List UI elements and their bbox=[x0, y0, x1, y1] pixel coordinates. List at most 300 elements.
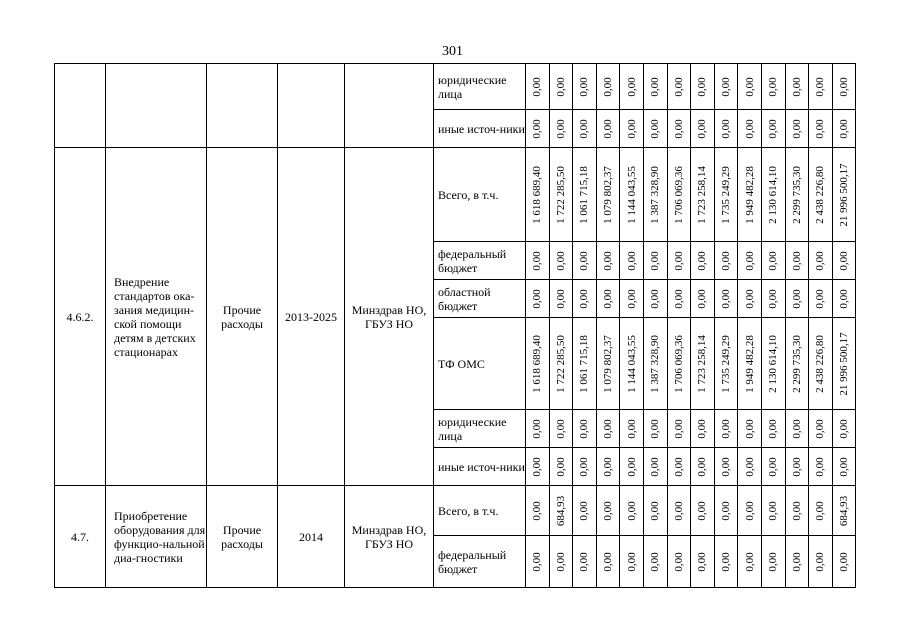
amount-cell bbox=[667, 110, 691, 148]
amount-cell bbox=[620, 410, 644, 448]
item-name: Внедрение стандартов ока-зания медицин-ской помощи детям в детских стационарах bbox=[106, 148, 207, 486]
amount-cell bbox=[691, 242, 715, 280]
amount-value: 0,00 bbox=[672, 551, 685, 572]
amount-value: 2 438 226,80 bbox=[814, 334, 827, 393]
item-number: 4.6.2. bbox=[55, 148, 106, 486]
amount-value: 0,00 bbox=[838, 76, 851, 97]
amount-cell bbox=[809, 242, 833, 280]
amount-value: 0,00 bbox=[625, 76, 638, 97]
amount-value: 0,00 bbox=[531, 551, 544, 572]
amount-value: 0,00 bbox=[790, 250, 803, 271]
amount-cell bbox=[620, 110, 644, 148]
amount-cell bbox=[691, 410, 715, 448]
amount-cell bbox=[714, 64, 738, 110]
amount-value: 0,00 bbox=[720, 418, 733, 439]
amount-value: 1 061 715,18 bbox=[578, 334, 591, 393]
amount-value: 0,00 bbox=[625, 118, 638, 139]
expense-type: Прочие расходы bbox=[207, 486, 278, 588]
amount-cell bbox=[785, 280, 809, 318]
amount-value: 1 706 069,36 bbox=[672, 334, 685, 393]
amount-value: 0,00 bbox=[531, 118, 544, 139]
amount-value: 0,00 bbox=[578, 418, 591, 439]
amount-cell bbox=[785, 448, 809, 486]
executor: Минздрав НО, ГБУЗ НО bbox=[345, 148, 434, 486]
amount-cell bbox=[761, 410, 785, 448]
amount-cell bbox=[691, 486, 715, 536]
amount-value: 0,00 bbox=[814, 418, 827, 439]
amount-cell bbox=[809, 448, 833, 486]
amount-value: 1 144 043,55 bbox=[625, 334, 638, 393]
amount-value: 0,00 bbox=[578, 288, 591, 309]
amount-cell bbox=[761, 148, 785, 242]
amount-value: 0,00 bbox=[838, 288, 851, 309]
amount-cell bbox=[832, 110, 856, 148]
amount-value: 1 618 689,40 bbox=[531, 165, 544, 224]
amount-cell bbox=[761, 318, 785, 410]
amount-value: 1 706 069,36 bbox=[672, 165, 685, 224]
amount-value: 684,93 bbox=[838, 495, 851, 526]
amount-cell bbox=[667, 410, 691, 448]
amount-value: 0,00 bbox=[838, 418, 851, 439]
amount-cell bbox=[832, 486, 856, 536]
amount-value: 0,00 bbox=[790, 418, 803, 439]
amount-value: 1 387 328,90 bbox=[649, 334, 662, 393]
amount-value: 0,00 bbox=[838, 456, 851, 477]
amount-cell bbox=[549, 242, 573, 280]
amount-cell bbox=[549, 280, 573, 318]
amount-value: 0,00 bbox=[790, 76, 803, 97]
amount-value: 0,00 bbox=[531, 500, 544, 521]
amount-value: 0,00 bbox=[814, 456, 827, 477]
amount-value: 0,00 bbox=[790, 551, 803, 572]
amount-value: 0,00 bbox=[720, 551, 733, 572]
amount-value: 2 299 735,30 bbox=[790, 334, 803, 393]
amount-cell bbox=[832, 64, 856, 110]
funding-source: юридические лица bbox=[434, 64, 526, 110]
item-name: Приобретение оборудования для функцио-нальной диа-гностики bbox=[106, 486, 207, 588]
amount-cell bbox=[832, 448, 856, 486]
amount-value: 0,00 bbox=[814, 500, 827, 521]
amount-value: 0,00 bbox=[696, 551, 709, 572]
amount-cell bbox=[785, 110, 809, 148]
amount-value: 0,00 bbox=[696, 76, 709, 97]
amount-value: 0,00 bbox=[602, 456, 615, 477]
amount-value: 0,00 bbox=[720, 76, 733, 97]
expense-type: Прочие расходы bbox=[207, 148, 278, 486]
amount-value: 1 387 328,90 bbox=[649, 165, 662, 224]
amount-value: 1 949 482,28 bbox=[743, 334, 756, 393]
amount-cell bbox=[667, 148, 691, 242]
amount-cell bbox=[785, 536, 809, 588]
amount-value: 0,00 bbox=[649, 551, 662, 572]
amount-cell bbox=[526, 280, 550, 318]
amount-cell bbox=[809, 110, 833, 148]
amount-value: 0,00 bbox=[790, 288, 803, 309]
amount-cell bbox=[573, 318, 597, 410]
amount-cell bbox=[526, 486, 550, 536]
amount-value: 1 061 715,18 bbox=[578, 165, 591, 224]
amount-cell bbox=[643, 148, 667, 242]
amount-value: 0,00 bbox=[814, 250, 827, 271]
amount-cell bbox=[573, 410, 597, 448]
amount-value: 0,00 bbox=[531, 76, 544, 97]
amount-value: 0,00 bbox=[767, 118, 780, 139]
amount-cell bbox=[738, 110, 762, 148]
amount-value: 0,00 bbox=[554, 456, 567, 477]
amount-cell bbox=[785, 64, 809, 110]
amount-value: 0,00 bbox=[649, 250, 662, 271]
amount-cell bbox=[596, 410, 620, 448]
amount-value: 0,00 bbox=[814, 551, 827, 572]
amount-cell bbox=[549, 148, 573, 242]
amount-cell bbox=[738, 486, 762, 536]
amount-value: 0,00 bbox=[625, 418, 638, 439]
amount-cell bbox=[691, 536, 715, 588]
amount-cell bbox=[738, 410, 762, 448]
amount-value: 2 438 226,80 bbox=[814, 165, 827, 224]
amount-cell bbox=[809, 410, 833, 448]
amount-cell bbox=[620, 148, 644, 242]
amount-value: 0,00 bbox=[625, 456, 638, 477]
amount-value: 0,00 bbox=[672, 418, 685, 439]
funding-source: ТФ ОМС bbox=[434, 318, 526, 410]
amount-cell bbox=[832, 242, 856, 280]
amount-value: 0,00 bbox=[531, 418, 544, 439]
amount-cell bbox=[667, 536, 691, 588]
amount-cell bbox=[761, 242, 785, 280]
amount-cell bbox=[549, 536, 573, 588]
amount-value: 0,00 bbox=[554, 76, 567, 97]
amount-value: 0,00 bbox=[767, 551, 780, 572]
amount-cell bbox=[785, 318, 809, 410]
amount-value: 0,00 bbox=[696, 500, 709, 521]
amount-cell bbox=[596, 280, 620, 318]
amount-cell bbox=[809, 280, 833, 318]
amount-cell bbox=[667, 448, 691, 486]
amount-value: 0,00 bbox=[767, 76, 780, 97]
table-row bbox=[55, 486, 856, 536]
amount-value: 0,00 bbox=[696, 456, 709, 477]
amount-value: 0,00 bbox=[649, 500, 662, 521]
amount-cell bbox=[526, 410, 550, 448]
amount-value: 0,00 bbox=[554, 418, 567, 439]
amount-value: 21 996 500,17 bbox=[838, 162, 851, 227]
amount-cell bbox=[596, 486, 620, 536]
amount-cell bbox=[526, 242, 550, 280]
amount-value: 0,00 bbox=[672, 288, 685, 309]
amount-value: 0,00 bbox=[625, 551, 638, 572]
amount-value: 684,93 bbox=[554, 495, 567, 526]
amount-cell bbox=[761, 64, 785, 110]
amount-cell bbox=[643, 448, 667, 486]
amount-cell bbox=[643, 410, 667, 448]
amount-cell bbox=[738, 242, 762, 280]
amount-value: 0,00 bbox=[649, 418, 662, 439]
amount-value: 1 735 249,29 bbox=[720, 334, 733, 393]
amount-cell bbox=[643, 486, 667, 536]
funding-source: Всего, в т.ч. bbox=[434, 148, 526, 242]
amount-value: 0,00 bbox=[578, 76, 591, 97]
amount-value: 0,00 bbox=[767, 500, 780, 521]
amount-cell bbox=[761, 110, 785, 148]
amount-value: 0,00 bbox=[672, 500, 685, 521]
amount-cell bbox=[549, 410, 573, 448]
amount-value: 0,00 bbox=[720, 456, 733, 477]
amount-cell bbox=[549, 64, 573, 110]
amount-cell bbox=[643, 242, 667, 280]
amount-cell bbox=[526, 318, 550, 410]
amount-value: 0,00 bbox=[602, 551, 615, 572]
amount-value: 0,00 bbox=[767, 288, 780, 309]
amount-cell bbox=[738, 148, 762, 242]
amount-value: 0,00 bbox=[696, 288, 709, 309]
amount-cell bbox=[596, 536, 620, 588]
amount-value: 0,00 bbox=[554, 250, 567, 271]
amount-value: 0,00 bbox=[649, 288, 662, 309]
amount-value: 0,00 bbox=[602, 418, 615, 439]
amount-cell bbox=[549, 448, 573, 486]
amount-cell bbox=[620, 448, 644, 486]
amount-value: 0,00 bbox=[672, 456, 685, 477]
amount-value: 1 722 285,50 bbox=[554, 334, 567, 393]
amount-cell bbox=[714, 110, 738, 148]
amount-cell bbox=[714, 486, 738, 536]
amount-cell bbox=[738, 318, 762, 410]
amount-cell bbox=[809, 318, 833, 410]
amount-value: 1 723 258,14 bbox=[696, 334, 709, 393]
amount-cell bbox=[643, 318, 667, 410]
amount-value: 0,00 bbox=[838, 118, 851, 139]
amount-cell bbox=[549, 318, 573, 410]
amount-cell bbox=[809, 64, 833, 110]
amount-cell bbox=[643, 110, 667, 148]
amount-cell bbox=[738, 448, 762, 486]
amount-value: 1 722 285,50 bbox=[554, 165, 567, 224]
amount-cell bbox=[573, 280, 597, 318]
amount-cell bbox=[573, 242, 597, 280]
amount-value: 0,00 bbox=[838, 551, 851, 572]
amount-cell bbox=[643, 280, 667, 318]
amount-cell bbox=[573, 110, 597, 148]
amount-value: 0,00 bbox=[531, 250, 544, 271]
amount-value: 0,00 bbox=[743, 500, 756, 521]
amount-cell bbox=[573, 448, 597, 486]
amount-cell bbox=[761, 280, 785, 318]
amount-cell bbox=[596, 318, 620, 410]
executor bbox=[345, 64, 434, 148]
amount-cell bbox=[596, 148, 620, 242]
amount-value: 2 299 735,30 bbox=[790, 165, 803, 224]
item-number bbox=[55, 64, 106, 148]
amount-value: 0,00 bbox=[672, 118, 685, 139]
amount-value: 0,00 bbox=[767, 418, 780, 439]
amount-value: 0,00 bbox=[578, 551, 591, 572]
amount-value: 0,00 bbox=[767, 250, 780, 271]
amount-cell bbox=[714, 242, 738, 280]
expense-type bbox=[207, 64, 278, 148]
amount-cell bbox=[596, 110, 620, 148]
amount-value: 1 723 258,14 bbox=[696, 165, 709, 224]
period: 2013-2025 bbox=[278, 148, 345, 486]
amount-cell bbox=[691, 110, 715, 148]
amount-value: 1 079 802,37 bbox=[602, 334, 615, 393]
funding-source: федеральный бюджет bbox=[434, 536, 526, 588]
page-number: 301 bbox=[442, 44, 463, 59]
amount-value: 0,00 bbox=[625, 250, 638, 271]
amount-cell bbox=[714, 410, 738, 448]
amount-cell bbox=[549, 486, 573, 536]
amount-cell bbox=[620, 486, 644, 536]
amount-value: 0,00 bbox=[696, 118, 709, 139]
amount-cell bbox=[620, 280, 644, 318]
amount-value: 0,00 bbox=[838, 250, 851, 271]
amount-cell bbox=[761, 486, 785, 536]
amount-value: 0,00 bbox=[743, 551, 756, 572]
amount-value: 0,00 bbox=[625, 500, 638, 521]
amount-value: 0,00 bbox=[649, 118, 662, 139]
amount-cell bbox=[761, 536, 785, 588]
amount-value: 0,00 bbox=[814, 118, 827, 139]
amount-value: 1 079 802,37 bbox=[602, 165, 615, 224]
amount-cell bbox=[832, 536, 856, 588]
period: 2014 bbox=[278, 486, 345, 588]
amount-cell bbox=[738, 64, 762, 110]
amount-cell bbox=[573, 536, 597, 588]
amount-value: 0,00 bbox=[578, 250, 591, 271]
amount-cell bbox=[526, 536, 550, 588]
table-row bbox=[55, 148, 856, 242]
amount-value: 0,00 bbox=[554, 551, 567, 572]
funding-source: Всего, в т.ч. bbox=[434, 486, 526, 536]
amount-value: 21 996 500,17 bbox=[838, 331, 851, 396]
amount-cell bbox=[667, 486, 691, 536]
amount-value: 0,00 bbox=[625, 288, 638, 309]
amount-cell bbox=[667, 242, 691, 280]
amount-cell bbox=[549, 110, 573, 148]
amount-value: 0,00 bbox=[672, 76, 685, 97]
amount-value: 2 130 614,10 bbox=[767, 334, 780, 393]
item-name bbox=[106, 64, 207, 148]
amount-value: 0,00 bbox=[672, 250, 685, 271]
amount-value: 0,00 bbox=[554, 118, 567, 139]
amount-cell bbox=[832, 318, 856, 410]
amount-cell bbox=[785, 148, 809, 242]
amount-cell bbox=[714, 280, 738, 318]
amount-cell bbox=[526, 448, 550, 486]
amount-value: 0,00 bbox=[649, 456, 662, 477]
amount-cell bbox=[526, 64, 550, 110]
amount-cell bbox=[832, 148, 856, 242]
amount-value: 0,00 bbox=[743, 250, 756, 271]
period bbox=[278, 64, 345, 148]
amount-cell bbox=[596, 64, 620, 110]
amount-value: 1 144 043,55 bbox=[625, 165, 638, 224]
amount-cell bbox=[643, 536, 667, 588]
amount-value: 0,00 bbox=[531, 456, 544, 477]
amount-cell bbox=[714, 448, 738, 486]
funding-source: иные источ-ники bbox=[434, 110, 526, 148]
amount-cell bbox=[620, 242, 644, 280]
item-number: 4.7. bbox=[55, 486, 106, 588]
amount-value: 0,00 bbox=[602, 118, 615, 139]
amount-cell bbox=[667, 318, 691, 410]
amount-value: 0,00 bbox=[720, 250, 733, 271]
amount-value: 0,00 bbox=[814, 76, 827, 97]
funding-source: юридические лица bbox=[434, 410, 526, 448]
amount-value: 0,00 bbox=[767, 456, 780, 477]
amount-value: 1 735 249,29 bbox=[720, 165, 733, 224]
amount-value: 0,00 bbox=[602, 76, 615, 97]
amount-value: 0,00 bbox=[720, 500, 733, 521]
amount-cell bbox=[596, 448, 620, 486]
amount-cell bbox=[620, 318, 644, 410]
amount-cell bbox=[691, 280, 715, 318]
amount-value: 0,00 bbox=[790, 500, 803, 521]
amount-cell bbox=[620, 536, 644, 588]
amount-cell bbox=[691, 318, 715, 410]
amount-cell bbox=[526, 148, 550, 242]
amount-cell bbox=[667, 64, 691, 110]
executor: Минздрав НО, ГБУЗ НО bbox=[345, 486, 434, 588]
amount-value: 0,00 bbox=[578, 500, 591, 521]
amount-value: 0,00 bbox=[602, 288, 615, 309]
amount-value: 2 130 614,10 bbox=[767, 165, 780, 224]
table-row bbox=[55, 64, 856, 110]
amount-cell bbox=[691, 448, 715, 486]
amount-cell bbox=[809, 148, 833, 242]
amount-value: 1 949 482,28 bbox=[743, 165, 756, 224]
amount-cell bbox=[761, 448, 785, 486]
amount-cell bbox=[714, 536, 738, 588]
amount-cell bbox=[573, 64, 597, 110]
amount-value: 0,00 bbox=[696, 418, 709, 439]
amount-value: 0,00 bbox=[578, 118, 591, 139]
amount-value: 0,00 bbox=[531, 288, 544, 309]
amount-value: 0,00 bbox=[743, 456, 756, 477]
amount-cell bbox=[620, 64, 644, 110]
amount-cell bbox=[785, 486, 809, 536]
amount-cell bbox=[573, 486, 597, 536]
amount-value: 0,00 bbox=[720, 288, 733, 309]
amount-cell bbox=[809, 486, 833, 536]
amount-value: 0,00 bbox=[602, 250, 615, 271]
amount-value: 0,00 bbox=[554, 288, 567, 309]
amount-value: 0,00 bbox=[602, 500, 615, 521]
funding-source: областной бюджет bbox=[434, 280, 526, 318]
amount-value: 0,00 bbox=[720, 118, 733, 139]
amount-cell bbox=[785, 410, 809, 448]
amount-cell bbox=[809, 536, 833, 588]
amount-value: 0,00 bbox=[743, 76, 756, 97]
amount-cell bbox=[785, 242, 809, 280]
amount-cell bbox=[832, 410, 856, 448]
amount-cell bbox=[714, 318, 738, 410]
amount-cell bbox=[596, 242, 620, 280]
funding-source: федеральный бюджет bbox=[434, 242, 526, 280]
amount-value: 0,00 bbox=[790, 456, 803, 477]
amount-value: 0,00 bbox=[649, 76, 662, 97]
amount-value: 0,00 bbox=[790, 118, 803, 139]
amount-cell bbox=[832, 280, 856, 318]
amount-value: 0,00 bbox=[743, 418, 756, 439]
amount-cell bbox=[526, 110, 550, 148]
amount-cell bbox=[643, 64, 667, 110]
amount-cell bbox=[667, 280, 691, 318]
amount-cell bbox=[691, 148, 715, 242]
amount-value: 1 618 689,40 bbox=[531, 334, 544, 393]
amount-value: 0,00 bbox=[696, 250, 709, 271]
amount-cell bbox=[738, 536, 762, 588]
